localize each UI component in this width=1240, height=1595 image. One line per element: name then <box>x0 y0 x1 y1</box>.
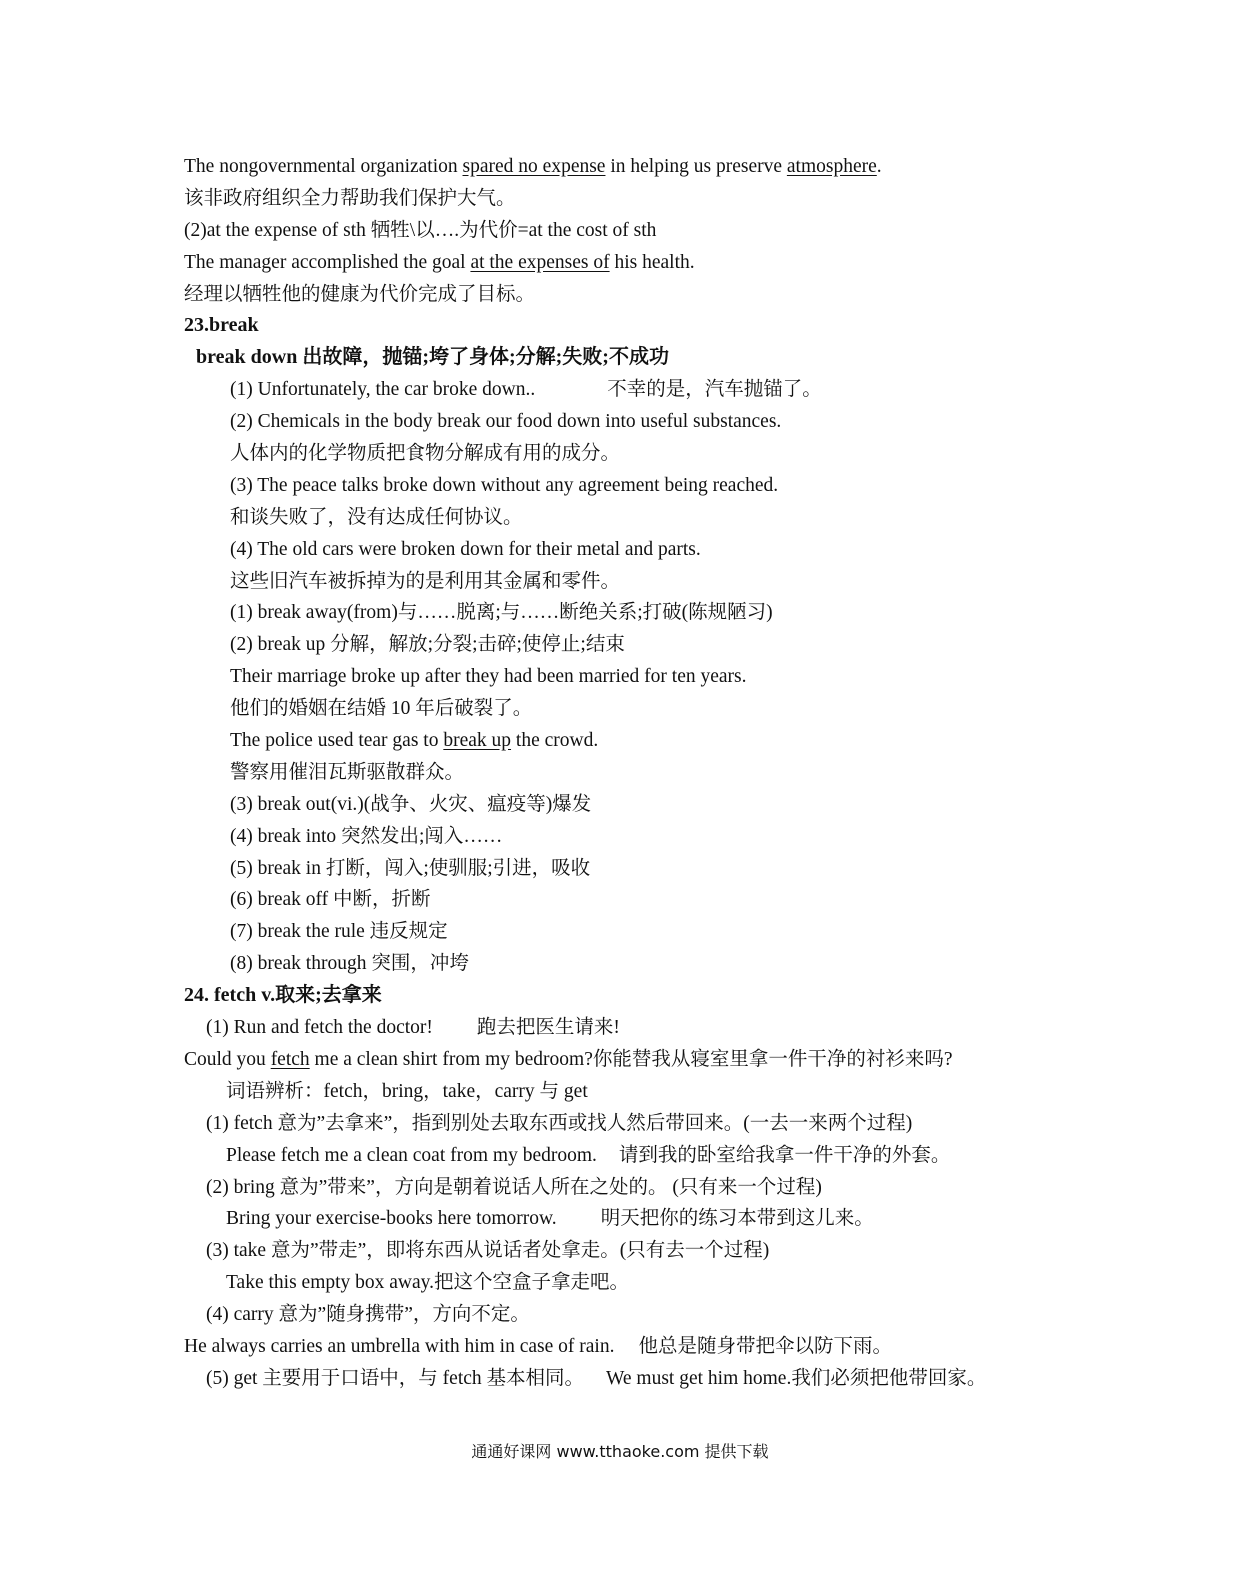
phrase-entry: (2) bring 意为”带来”，方向是朝着说话人所在之处的。 (只有来一个过程) <box>206 1176 822 1198</box>
example-sentence <box>184 1203 1084 1235</box>
subheading: break down 出故障，抛锚;垮了身体;分解;失败;不成功 <box>196 346 669 369</box>
underlined-phrase: spared no expense <box>462 156 606 177</box>
phrase-entry: (4) carry 意为”随身携带”，方向不定。 <box>206 1304 530 1326</box>
example-sentence <box>184 151 1084 183</box>
translation: 警察用催泪瓦斯驱散群众。 <box>230 761 465 783</box>
translation: 他总是随身带把伞以防下雨。 <box>638 1335 892 1357</box>
phrase-entry: (2) break up 分解，解放;分裂;击碎;使停止;结束 <box>230 634 625 656</box>
underlined-phrase: fetch <box>270 1048 310 1070</box>
example-sentence <box>184 1012 1084 1044</box>
text: (5) get 主要用于口语中，与 fetch 基本相同。 <box>206 1367 585 1389</box>
translation: 经理以牺牲他的健康为代价完成了目标。 <box>184 283 536 305</box>
underlined-phrase: at the expenses of <box>470 251 610 273</box>
text: . <box>876 156 882 177</box>
translation: 不幸的是，汽车抛锚了。 <box>607 379 822 401</box>
example-sentence: We must get him home.我们必须把他带回家。 <box>606 1367 987 1389</box>
phrase-entry: (4) break into 突然发出;闯入…… <box>230 825 503 847</box>
text: Bring your exercise-books here tomorrow. <box>226 1208 557 1230</box>
text: The police used tear gas to <box>230 730 444 752</box>
example-sentence: (4) The old cars were broken down for their metal and parts. <box>230 538 701 560</box>
text: Could you <box>184 1048 271 1070</box>
example-sentence <box>184 374 1084 406</box>
phrase-entry: (1) fetch 意为”去拿来”，指到别处去取东西或找人然后带回来。(一去一来两个过程) <box>206 1112 913 1134</box>
document-body <box>184 151 1084 1395</box>
translation: 他们的婚姻在结婚 10 年后破裂了。 <box>230 698 533 720</box>
phrase-entry: (3) break out(vi.)(战争、火灾、瘟疫等)爆发 <box>230 793 592 815</box>
example-sentence: Their marriage broke up after they had been married for ten years. <box>230 666 747 688</box>
text: in helping us preserve <box>605 156 787 177</box>
phrase-entry: (3) take 意为”带走”，即将东西从说话者处拿走。(只有去一个过程) <box>206 1240 770 1262</box>
section-heading: 23.break <box>184 314 259 337</box>
example-sentence <box>184 1140 1084 1172</box>
text: He always carries an umbrella with him in case of rain. <box>184 1335 615 1357</box>
phrase-entry: (7) break the rule 违反规定 <box>230 921 448 943</box>
text: the crowd. <box>511 730 599 752</box>
phrase-entry <box>184 1363 1084 1395</box>
comparison-heading: 词语辨析：fetch，bring，take，carry 与 get <box>226 1080 588 1102</box>
phrase-entry: (1) break away(from)与……脱离;与……断绝关系;打破(陈规陋习) <box>230 602 773 624</box>
translation: 这些旧汽车被拆掉为的是利用其金属和零件。 <box>230 570 621 592</box>
phrase-entry: (8) break through 突围，冲垮 <box>230 953 469 975</box>
phrase-entry: (2)at the expense of sth 牺牲\以….为代价=at the cost of sth <box>184 219 657 241</box>
phrase-entry: (5) break in 打断，闯入;使驯服;引进，吸收 <box>230 857 591 879</box>
example-sentence: (3) The peace talks broke down without any agreement being reached. <box>230 474 779 496</box>
text: his health. <box>609 251 695 273</box>
text: (1) Run and fetch the doctor! <box>206 1017 433 1039</box>
text: (1) Unfortunately, the car broke down.. <box>230 379 536 401</box>
example-sentence <box>184 1331 1084 1363</box>
translation: 明天把你的练习本带到这儿来。 <box>600 1208 874 1230</box>
page-footer: 通通好课网 www.tthaoke.com 提供下载 <box>471 1442 769 1461</box>
translation: 该非政府组织全力帮助我们保护大气。 <box>184 187 516 209</box>
example-sentence <box>184 725 1084 757</box>
example-sentence <box>184 247 1084 279</box>
text: The manager accomplished the goal <box>184 251 471 273</box>
underlined-phrase: atmosphere <box>786 156 877 177</box>
phrase-entry: (6) break off 中断，折断 <box>230 889 431 911</box>
text: Please fetch me a clean coat from my bedroom. <box>226 1144 597 1166</box>
translation: 请到我的卧室给我拿一件干净的外套。 <box>618 1144 951 1166</box>
translation: 和谈失败了，没有达成任何协议。 <box>230 506 523 528</box>
translation: 人体内的化学物质把食物分解成有用的成分。 <box>230 443 621 465</box>
underlined-phrase: break up <box>443 730 512 752</box>
example-sentence: Take this empty box away.把这个空盒子拿走吧。 <box>226 1272 630 1294</box>
example-sentence <box>184 1044 1084 1076</box>
example-sentence: (2) Chemicals in the body break our food down into useful substances. <box>230 411 782 433</box>
text: me a clean shirt from my bedroom?你能替我从寝室里拿一件干净的衬衫来吗? <box>309 1048 953 1070</box>
text: The nongovernmental organization <box>184 156 463 177</box>
section-heading: 24. fetch v.取来;去拿来 <box>184 984 382 1007</box>
translation: 跑去把医生请来! <box>476 1017 620 1039</box>
